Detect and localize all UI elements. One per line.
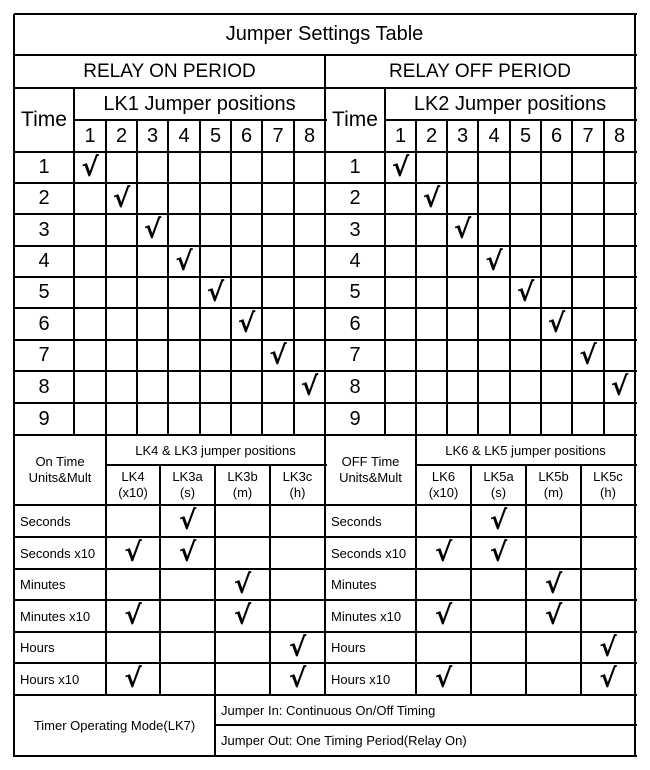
lk1-positions-header: LK1 Jumper positions (103, 92, 296, 115)
grid-line (415, 120, 417, 436)
header-line: LK3c (282, 469, 313, 484)
check-mark: √ (489, 538, 508, 568)
grid-line (325, 402, 637, 404)
time-value-on: 9 (38, 407, 50, 430)
time-header-on: Time (21, 108, 67, 131)
lk2-positions-header: LK2 Jumper positions (413, 92, 607, 115)
position-number-on: 1 (84, 124, 96, 147)
grid-line (325, 182, 637, 184)
grid-line (14, 536, 327, 538)
header-line: OFF Time (341, 454, 400, 469)
time-value-off: 8 (349, 375, 361, 398)
units-row-label: Seconds x10 (20, 545, 96, 561)
lk4-lk3-positions-header: LK4 & LK3 jumper positions (135, 442, 296, 458)
header-line: (s) (179, 485, 196, 500)
grid-line (603, 120, 605, 436)
check-mark: √ (112, 183, 131, 214)
header-line: LK3a (172, 469, 203, 484)
grid-line (14, 568, 327, 570)
grid-line (470, 465, 472, 696)
position-number-on: 6 (240, 124, 253, 147)
relay-off-period-header: RELAY OFF PERIOD (389, 60, 571, 82)
units-row-label: Hours x10 (331, 671, 391, 687)
on-time-units-header (14, 435, 106, 505)
lk6-lk5-positions-header: LK6 & LK5 jumper positions (445, 442, 606, 458)
grid-line (230, 120, 232, 436)
time-header-off: Time (332, 108, 378, 131)
time-value-on: 6 (38, 312, 50, 335)
header-line: LK6 (431, 469, 456, 484)
check-mark: √ (610, 372, 629, 402)
time-value-off: 4 (349, 250, 361, 272)
check-mark: √ (599, 664, 617, 694)
grid-line (105, 435, 107, 696)
position-number-on: 3 (146, 124, 159, 147)
check-mark: √ (237, 309, 256, 339)
grid-line (415, 435, 417, 696)
grid-line (325, 536, 637, 538)
header-line: LK5c (593, 469, 623, 484)
grid-line (325, 213, 637, 215)
grid-line (214, 695, 216, 757)
time-value-off: 6 (349, 312, 361, 335)
grid-line (214, 465, 216, 696)
units-row-label: Hours x10 (20, 671, 80, 687)
time-value-off: 9 (349, 407, 361, 430)
time-value-on: 8 (38, 375, 50, 398)
position-number-on: 5 (209, 124, 222, 147)
grid-line (325, 568, 637, 570)
check-mark: √ (391, 152, 410, 183)
timer-mode-label: Timer Operating Mode(LK7) (33, 718, 196, 733)
units-row-label: Minutes x10 (331, 608, 402, 624)
grid-line (446, 120, 448, 436)
units-row-label: Hours (331, 640, 366, 655)
position-number-off: 6 (550, 124, 563, 147)
header-line: LK5b (538, 469, 569, 484)
grid-line (14, 599, 327, 601)
grid-line (14, 307, 327, 309)
jumper-column-header (526, 465, 581, 505)
check-mark: √ (489, 506, 508, 536)
check-mark: √ (434, 601, 453, 631)
jumper-column-header (106, 465, 160, 505)
check-mark: √ (178, 538, 197, 568)
time-value-off: 1 (349, 156, 361, 178)
position-number-on: 7 (272, 124, 284, 147)
jumper-column-header (270, 465, 325, 505)
grid-line (261, 120, 263, 436)
grid-line (14, 755, 637, 757)
jumper-out-description: Jumper Out: One Timing Period(Relay On) (221, 733, 467, 748)
grid-line (325, 631, 637, 633)
position-number-on: 2 (115, 124, 128, 147)
grid-line (580, 465, 582, 696)
grid-line (14, 662, 327, 664)
check-mark: √ (300, 372, 319, 402)
time-value-off: 5 (349, 281, 361, 303)
grid-line (14, 182, 327, 184)
grid-line (14, 631, 327, 633)
header-line: (x10) (118, 485, 148, 500)
units-row-label: Seconds (20, 513, 71, 529)
position-number-off: 3 (456, 124, 469, 147)
check-mark: √ (269, 340, 287, 371)
grid-line (325, 276, 637, 278)
position-number-off: 2 (425, 124, 438, 147)
check-mark: √ (81, 152, 99, 183)
grid-line (325, 370, 637, 372)
units-row-label: Seconds (331, 513, 382, 529)
time-value-on: 5 (38, 281, 50, 303)
grid-line (325, 662, 637, 664)
jumper-in-description: Jumper In: Continuous On/Off Timing (221, 702, 436, 718)
grid-line (324, 55, 326, 696)
position-number-on: 8 (303, 124, 316, 147)
grid-line (14, 504, 327, 506)
header-line: LK5a (483, 469, 514, 484)
header-line: On Time (35, 454, 85, 469)
header-line: LK3b (227, 469, 258, 484)
time-value-off: 2 (349, 187, 361, 209)
header-line: (h) (600, 485, 616, 500)
jumper-column-header (471, 465, 526, 505)
check-mark: √ (124, 538, 142, 568)
grid-line (325, 339, 637, 341)
time-value-on: 2 (38, 187, 50, 209)
grid-line (325, 599, 637, 601)
header-line: Units&Mult (339, 470, 402, 485)
position-number-off: 1 (394, 124, 407, 147)
position-number-off: 5 (519, 124, 532, 147)
check-mark: √ (175, 246, 193, 277)
header-line: (m) (232, 485, 253, 500)
jumper-column-header (160, 465, 215, 505)
grid-line (73, 88, 75, 436)
grid-line (136, 120, 138, 436)
grid-line (384, 88, 386, 436)
check-mark: √ (143, 215, 162, 245)
grid-line (13, 14, 15, 757)
jumper-column-header (581, 465, 635, 505)
grid-line (106, 464, 327, 466)
time-value-off: 7 (349, 344, 361, 366)
grid-line (14, 276, 327, 278)
check-mark: √ (206, 277, 225, 308)
check-mark: √ (547, 309, 566, 339)
check-mark: √ (599, 632, 617, 663)
units-row-label: Minutes x10 (20, 608, 91, 624)
units-row-label: Minutes (331, 577, 377, 592)
grid-line (477, 120, 479, 436)
check-mark: √ (233, 601, 252, 631)
check-mark: √ (453, 215, 472, 245)
grid-line (14, 13, 637, 15)
grid-line (525, 465, 527, 696)
grid-line (159, 465, 161, 696)
jumper-column-header (416, 465, 471, 505)
time-value-on: 7 (38, 344, 50, 366)
check-mark: √ (579, 340, 597, 371)
grid-line (199, 120, 201, 436)
check-mark: √ (544, 601, 563, 631)
position-number-off: 7 (582, 124, 594, 147)
check-mark: √ (124, 664, 142, 694)
grid-line (325, 151, 637, 153)
time-value-on: 1 (38, 156, 50, 178)
position-number-off: 4 (488, 124, 500, 147)
check-mark: √ (434, 538, 453, 568)
jumper-column-header (215, 465, 270, 505)
grid-line (105, 120, 107, 436)
units-row-label: Seconds x10 (331, 545, 407, 561)
grid-line (269, 465, 271, 696)
table-title: Jumper Settings Table (225, 23, 424, 45)
grid-line (14, 213, 327, 215)
grid-line (571, 120, 573, 436)
position-number-off: 8 (613, 124, 626, 147)
grid-line (14, 339, 327, 341)
position-number-on: 4 (178, 124, 190, 147)
header-line: Units&Mult (28, 470, 92, 485)
grid-line (385, 119, 637, 121)
header-line: LK4 (121, 469, 145, 484)
grid-line (14, 245, 327, 247)
time-value-on: 3 (38, 218, 50, 241)
header-line: (s) (490, 485, 507, 500)
check-mark: √ (434, 664, 453, 694)
units-row-label: Hours (20, 640, 55, 655)
check-mark: √ (288, 664, 307, 694)
grid-line (14, 370, 327, 372)
check-mark: √ (178, 506, 197, 536)
grid-line (215, 724, 637, 726)
header-line: (m) (543, 485, 564, 500)
grid-line (509, 120, 511, 436)
time-value-off: 3 (349, 218, 361, 241)
grid-line (540, 120, 542, 436)
off-time-units-header (325, 435, 416, 505)
time-value-on: 4 (38, 250, 50, 272)
check-mark: √ (516, 277, 535, 308)
check-mark: √ (544, 569, 563, 600)
units-row-label: Minutes (20, 577, 66, 592)
check-mark: √ (422, 183, 441, 214)
header-line: (h) (289, 485, 306, 500)
relay-on-period-header: RELAY ON PERIOD (83, 60, 256, 82)
grid-line (14, 151, 327, 153)
check-mark: √ (233, 569, 252, 600)
grid-line (14, 402, 327, 404)
grid-line (167, 120, 169, 436)
check-mark: √ (288, 632, 307, 663)
header-line: (x10) (428, 485, 459, 500)
grid-line (325, 245, 637, 247)
grid-line (293, 120, 295, 436)
grid-line (634, 14, 636, 757)
check-mark: √ (485, 246, 503, 277)
check-mark: √ (124, 601, 142, 631)
grid-line (325, 307, 637, 309)
grid-line (325, 504, 637, 506)
